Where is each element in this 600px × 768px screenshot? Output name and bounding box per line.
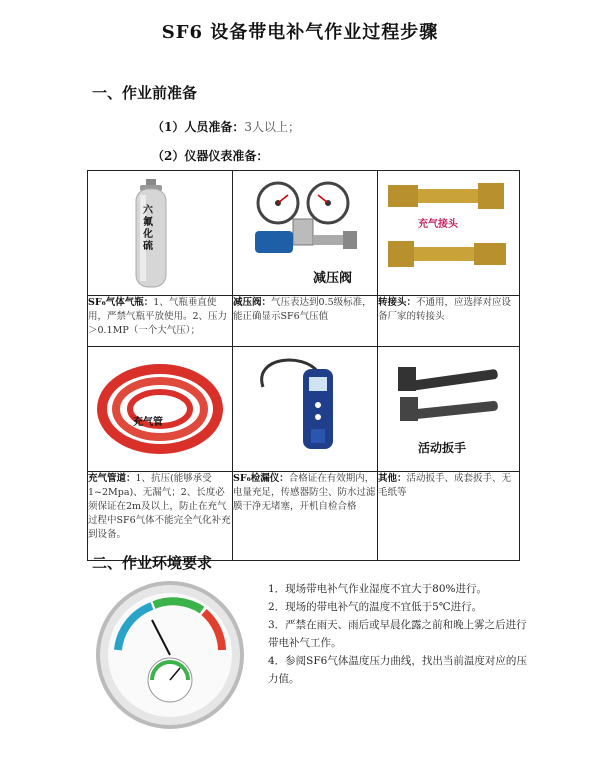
section1-heading: 一、作业前准备 [92, 84, 198, 102]
section2-heading: 二、作业环境要求 [92, 554, 213, 572]
adapter-tag: 充气接头 [418, 219, 458, 230]
wrench-tag: 活动扳手 [418, 441, 467, 455]
adapter-desc: 不通用，应选择对应设备厂家的转接头 [378, 297, 512, 322]
leak-detector-image [233, 347, 378, 472]
env-item-1: 1．现场带电补气作业湿度不宜大于80%进行。 [268, 583, 488, 595]
other-desc: 活动扳手、成套扳手、无毛纸等 [378, 473, 512, 498]
cylinder-image [88, 171, 233, 296]
instruments-label: （2）仪器仪表准备： [152, 149, 269, 163]
regulator-label-tag: 减压阀 [313, 271, 353, 286]
personnel-label: （1）人员准备： [152, 120, 245, 134]
instruments-line [152, 147, 268, 164]
adapter-label: 转接头： [378, 297, 417, 308]
environment-requirements [268, 580, 528, 688]
hose-image [88, 347, 233, 472]
personnel-value: 3人以上； [244, 120, 300, 134]
cylinder-desc-cell [88, 296, 233, 347]
cylinder-desc: 1、气瓶垂直使用，严禁气瓶平放使用。2、压力＞0.1MP（一个大气压）； [88, 297, 228, 336]
regulator-image [233, 171, 378, 296]
personnel-line [152, 118, 300, 135]
leak-detector-label: SF₆检漏仪： [233, 473, 289, 484]
leak-detector-desc: 合格证在有效期内，电量充足，传感器防尘、防水过滤膜干净无堵塞，开机自检合格 [233, 473, 376, 512]
leak-detector-desc-cell [233, 472, 378, 561]
adapter-desc-cell [378, 296, 520, 347]
equipment-table [87, 170, 520, 561]
env-item-4: 4．参阅SF6气体温度压力曲线，找出当前温度对应的压力值。 [268, 655, 527, 685]
other-desc-cell [378, 472, 520, 561]
env-item-2: 2．现场的带电补气的温度不宜低于5℃进行。 [268, 601, 483, 613]
wrench-image [378, 347, 520, 472]
regulator-desc-cell [233, 296, 378, 347]
other-label: 其他： [378, 473, 407, 484]
regulator-desc: 气压表达到0.5级标准，能正确显示SF6气压值 [233, 297, 372, 322]
regulator-label: 减压阀： [233, 297, 272, 308]
cylinder-label: SF₆气体气瓶： [88, 297, 154, 308]
page-title: SF6 设备带电补气作业过程步骤 [161, 22, 439, 43]
hose-desc-cell [88, 472, 233, 561]
hygrometer-image [92, 580, 252, 734]
hose-tag: 充气管 [133, 417, 163, 428]
adapter-image [378, 171, 520, 296]
hose-desc: 1、抗压(能够承受1~2Mpa)、无漏气；2、长度必须保证在2m及以上，防止在充气过程中SF6气体不能完全气化补充到设备。 [88, 473, 231, 540]
env-item-3: 3．严禁在雨天、雨后或早晨化露之前和晚上雾之后进行带电补气工作。 [268, 619, 527, 649]
cylinder-text: 六氟化硫 [143, 205, 153, 252]
hose-label: 充气管道： [88, 473, 136, 484]
